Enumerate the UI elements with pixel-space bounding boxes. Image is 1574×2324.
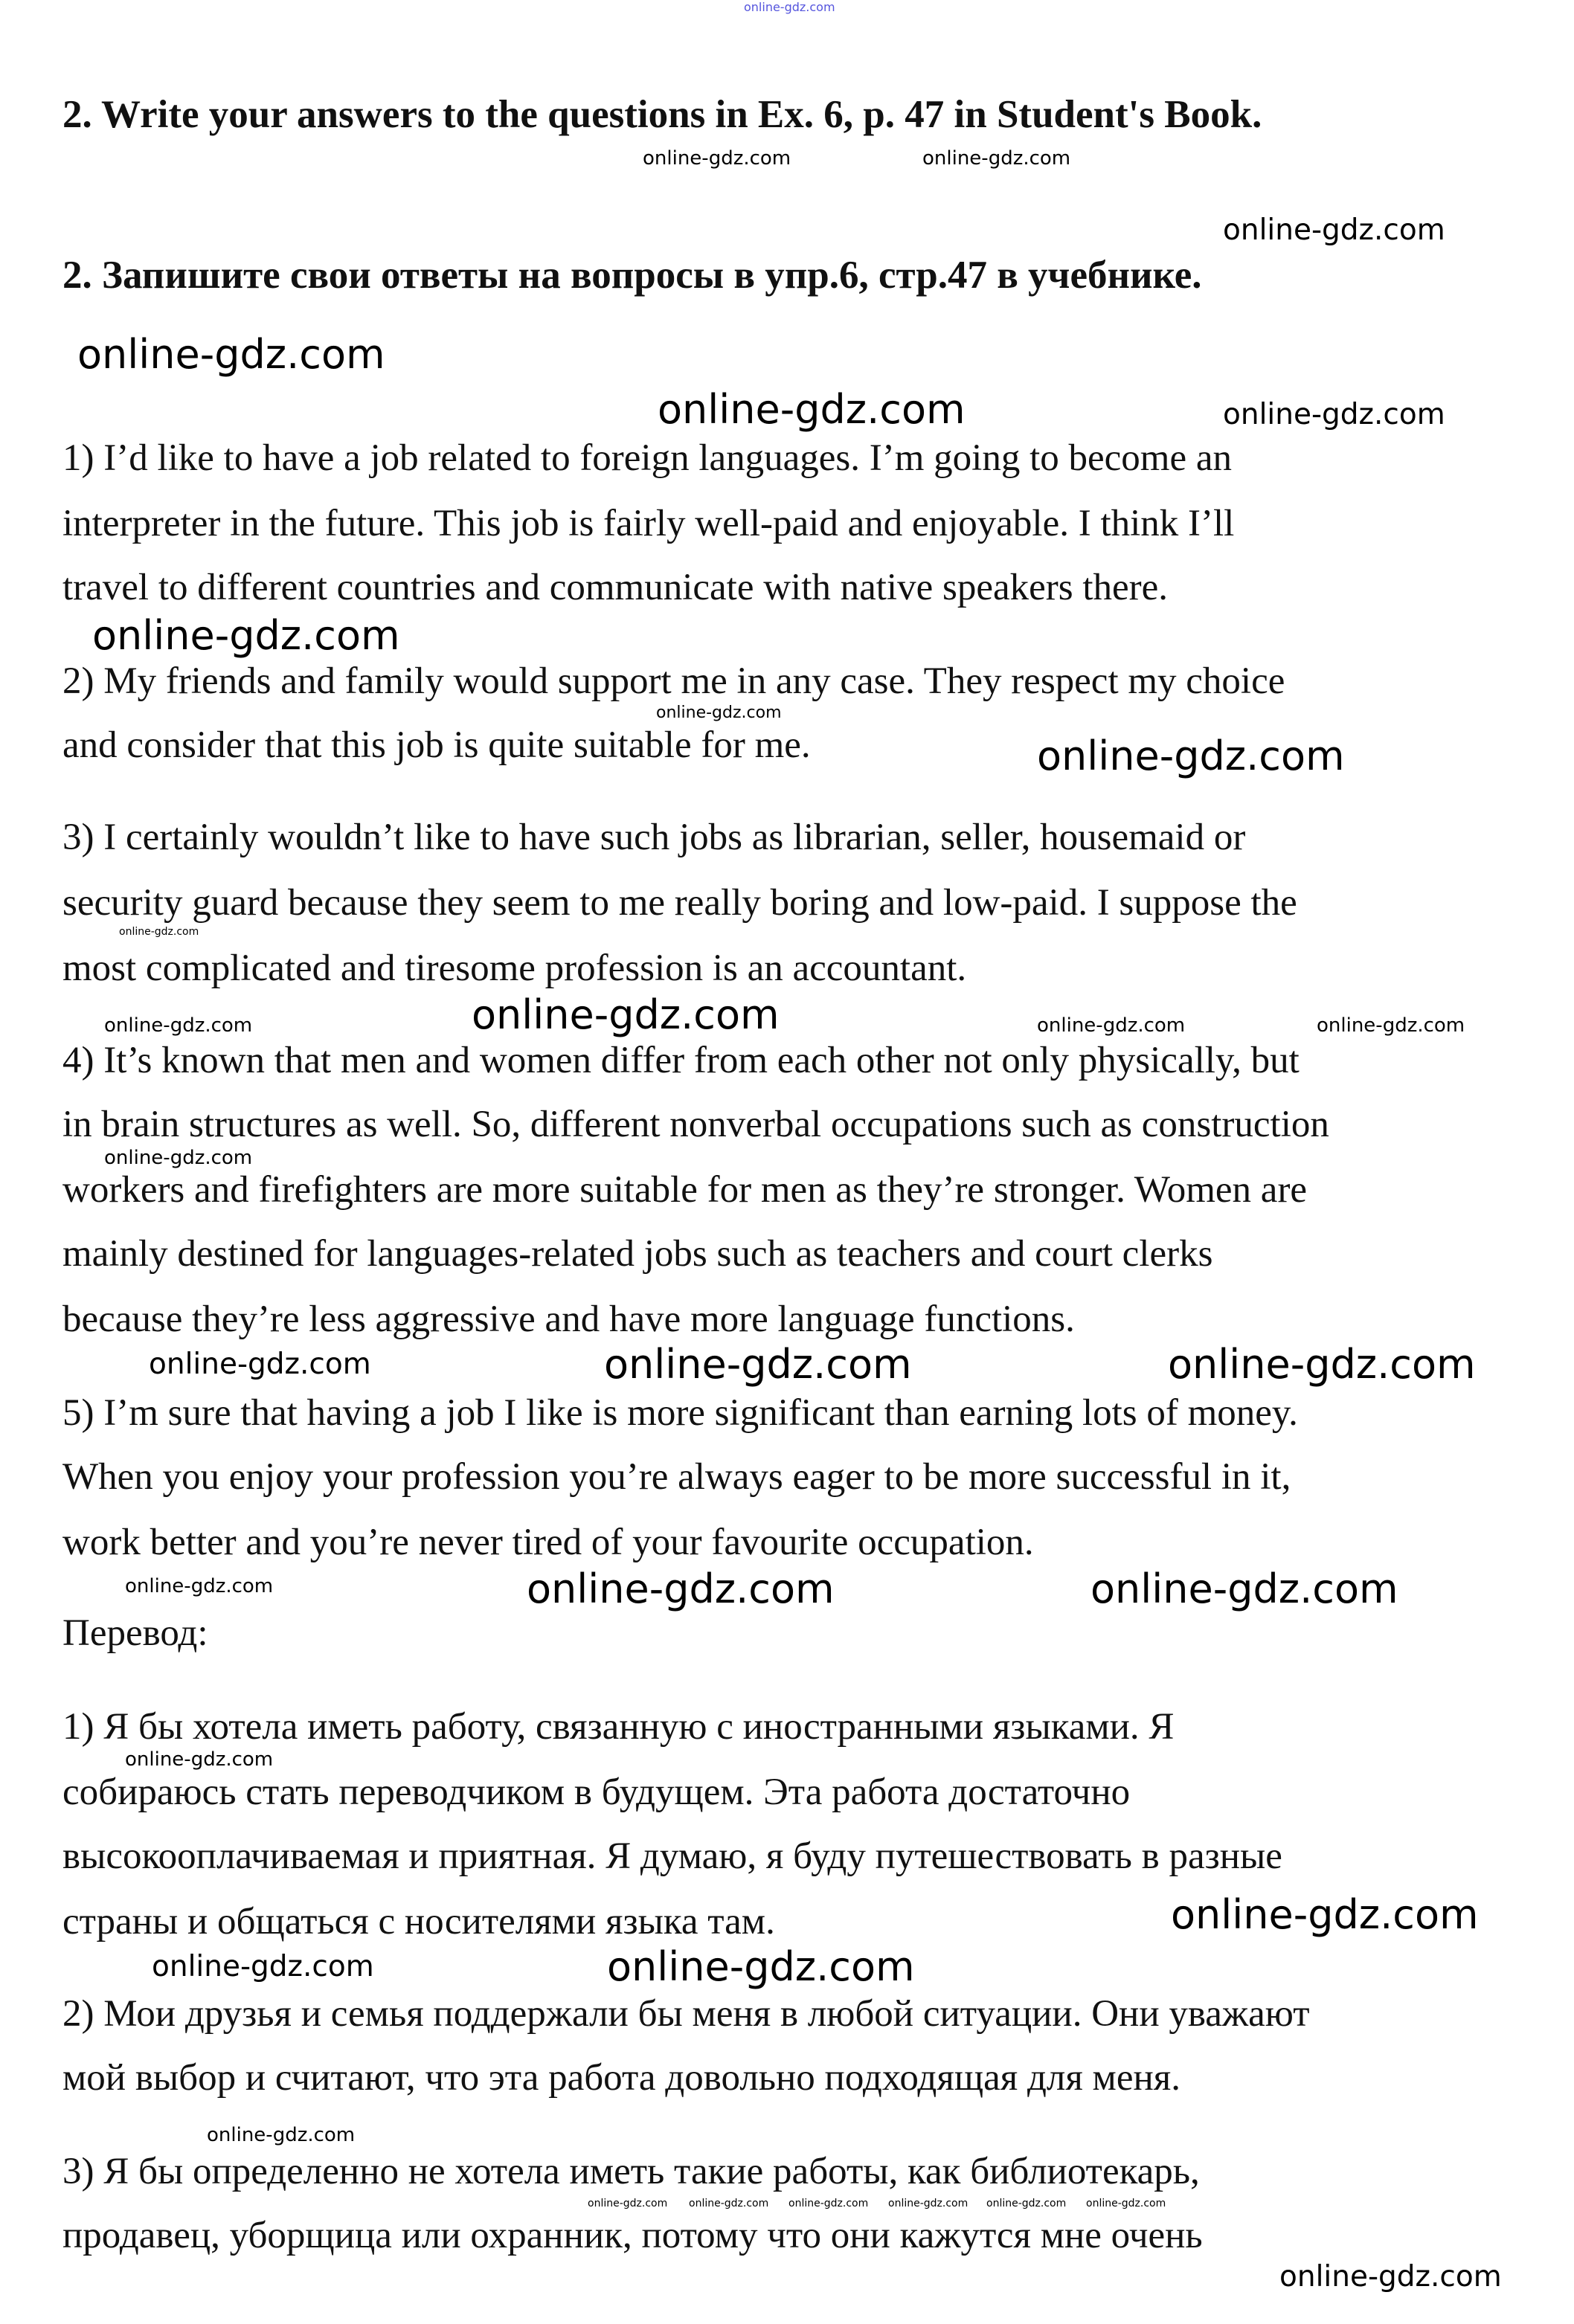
watermark: online-gdz.com xyxy=(588,2198,668,2209)
watermark: online-gdz.com xyxy=(207,2124,356,2146)
watermark: online-gdz.com xyxy=(1317,1014,1465,1037)
watermark: online-gdz.com xyxy=(1037,733,1345,779)
answer-line-ru: продавец, уборщица или охранник, потому что они кажутся мне очень xyxy=(62,2215,1203,2256)
watermark: online-gdz.com xyxy=(119,926,199,938)
answer-line: work better and you’re never tired of your favourite occupation. xyxy=(62,1522,1034,1563)
answer-line-ru: 1) Я бы хотела иметь работу, связанную с иностранными языками. Я xyxy=(62,1706,1175,1748)
answer-line-ru: собираюсь стать переводчиком в будущем. Эта работа достаточно xyxy=(62,1771,1131,1813)
answer-line: 4) It’s known that men and women differ from each other not only physically, but xyxy=(62,1040,1300,1081)
watermark: online-gdz.com xyxy=(1037,1014,1186,1037)
answer-line: because they’re less aggressive and have more language functions. xyxy=(62,1298,1075,1340)
watermark: online-gdz.com xyxy=(472,991,780,1038)
watermark: online-gdz.com xyxy=(888,2198,969,2209)
answer-line: and consider that this job is quite suitable for me. xyxy=(62,724,811,766)
watermark: online-gdz.com xyxy=(1171,1891,1479,1938)
watermark: online-gdz.com xyxy=(986,2198,1067,2209)
answer-line: interpreter in the future. This job is fairly well-paid and enjoyable. I think I’ll xyxy=(62,503,1235,544)
watermark: online-gdz.com xyxy=(643,147,791,170)
answer-line: workers and firefighters are more suitable for men as they’re stronger. Women are xyxy=(62,1169,1308,1211)
watermark: online-gdz.com xyxy=(92,612,400,659)
watermark: online-gdz.com xyxy=(104,1014,253,1037)
watermark: online-gdz.com xyxy=(1090,1565,1398,1612)
watermark: online-gdz.com xyxy=(656,704,782,722)
watermark: online-gdz.com xyxy=(1223,398,1445,431)
watermark: online-gdz.com xyxy=(658,386,966,433)
watermark: online-gdz.com xyxy=(788,2198,869,2209)
watermark: online-gdz.com xyxy=(1223,213,1445,247)
answer-line: 3) I certainly wouldn’t like to have such jobs as librarian, seller, housemaid or xyxy=(62,817,1246,858)
answer-line: in brain structures as well. So, different nonverbal occupations such as construction xyxy=(62,1104,1329,1145)
watermark: online-gdz.com xyxy=(527,1565,835,1612)
watermark: online-gdz.com xyxy=(689,2198,769,2209)
watermark: online-gdz.com xyxy=(125,1575,274,1597)
answer-line-ru: 2) Мои друзья и семья поддержали бы меня в любой ситуации. Они уважают xyxy=(62,1993,1310,2035)
answer-line-ru: 3) Я бы определенно не хотела иметь такие работы, как библиотекарь, xyxy=(62,2151,1200,2192)
watermark: online-gdz.com xyxy=(77,331,385,378)
watermark: online-gdz.com xyxy=(922,147,1071,170)
answer-line-ru: страны и общаться с носителями языка там. xyxy=(62,1901,775,1942)
watermark: online-gdz.com xyxy=(604,1341,912,1388)
answer-line: mainly destined for languages-related jobs such as teachers and court clerks xyxy=(62,1233,1213,1275)
answer-line: When you enjoy your profession you’re always eager to be more successful in it, xyxy=(62,1456,1291,1498)
watermark: online-gdz.com xyxy=(104,1147,253,1169)
answer-line: 5) I’m sure that having a job I like is more significant than earning lots of money. xyxy=(62,1392,1298,1434)
answer-line: security guard because they seem to me really boring and low-paid. I suppose the xyxy=(62,882,1297,924)
watermark: online-gdz.com xyxy=(744,0,835,14)
heading-ru: 2. Запишите свои ответы на вопросы в упр.6, стр.47 в учебнике. xyxy=(62,254,1202,297)
watermark: online-gdz.com xyxy=(1086,2198,1166,2209)
watermark: online-gdz.com xyxy=(152,1950,374,1983)
answer-line: 1) I’d like to have a job related to foreign languages. I’m going to become an xyxy=(62,437,1232,479)
answer-line-ru: высокооплачиваемая и приятная. Я думаю, я буду путешествовать в разные xyxy=(62,1835,1282,1877)
answer-line: 2) My friends and family would support me in any case. They respect my choice xyxy=(62,660,1285,702)
heading-en: 2. Write your answers to the questions in Ex. 6, p. 47 in Student's Book. xyxy=(62,93,1262,136)
watermark: online-gdz.com xyxy=(149,1348,371,1381)
watermark: online-gdz.com xyxy=(1168,1341,1476,1388)
answer-line-ru: мой выбор и считают, что эта работа довольно подходящая для меня. xyxy=(62,2057,1180,2099)
answer-line: travel to different countries and communicate with native speakers there. xyxy=(62,567,1168,608)
answer-line: most complicated and tiresome profession is an accountant. xyxy=(62,947,967,989)
translation-label: Перевод: xyxy=(62,1612,208,1654)
watermark: online-gdz.com xyxy=(1279,2260,1502,2294)
watermark: online-gdz.com xyxy=(125,1748,274,1771)
watermark: online-gdz.com xyxy=(607,1943,915,1990)
